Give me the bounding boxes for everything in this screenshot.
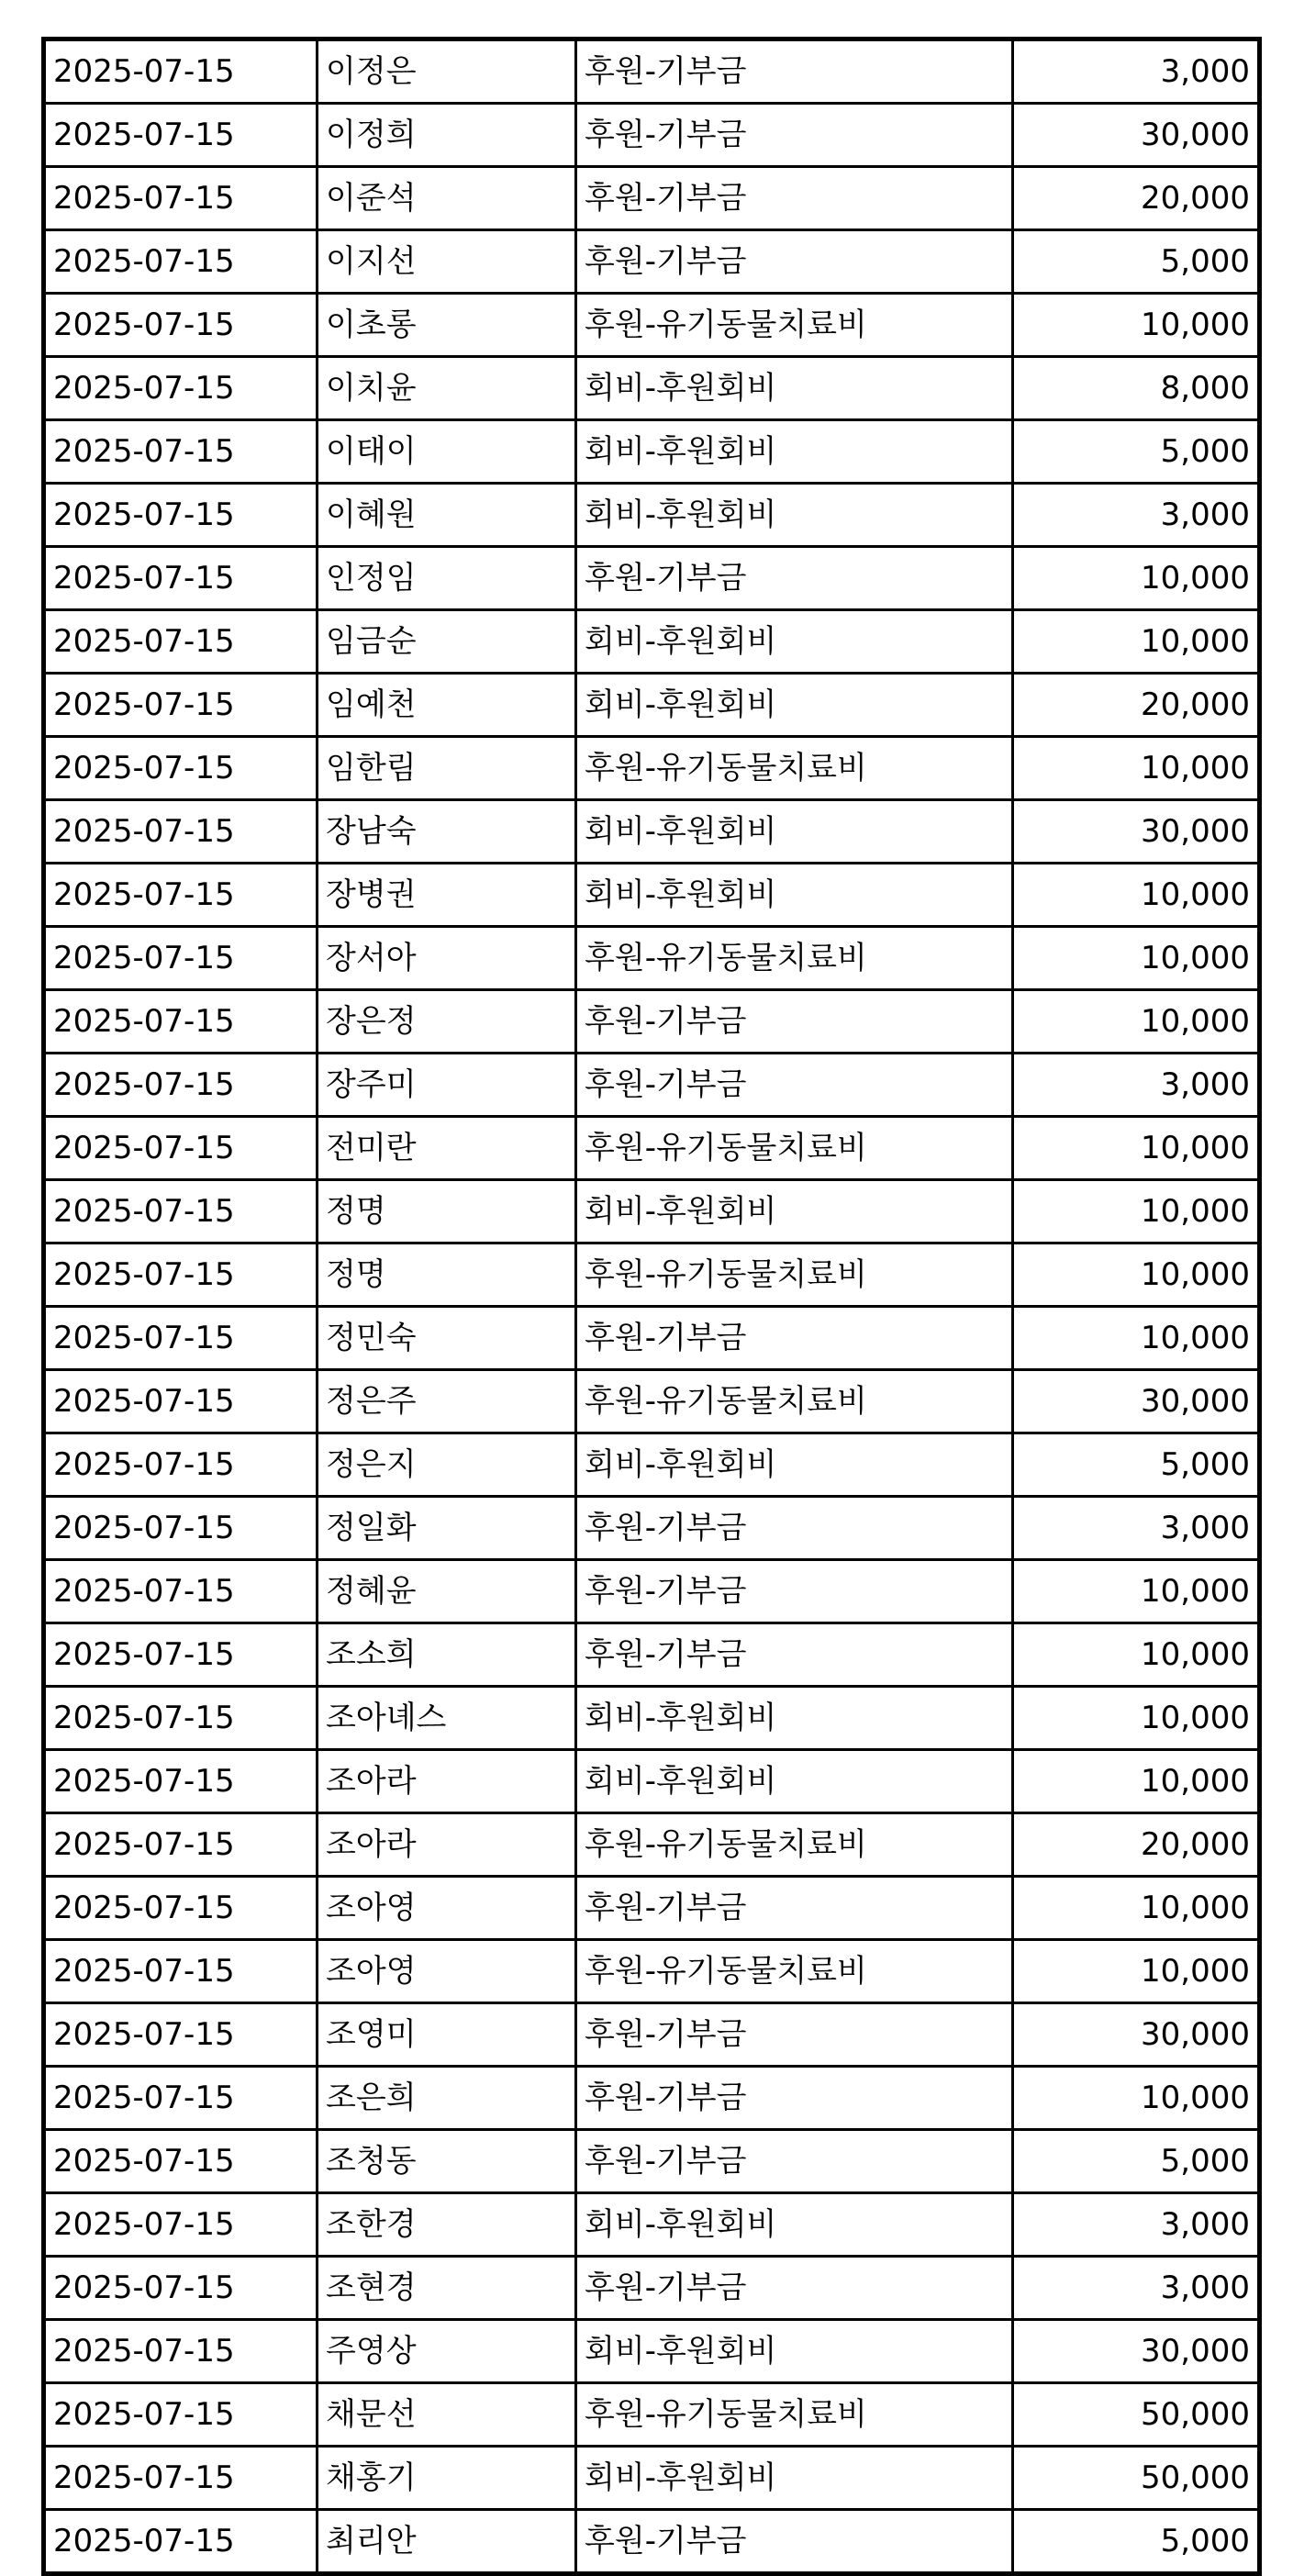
date-cell: 2025-07-15 — [44, 167, 318, 230]
table-row — [44, 2510, 1260, 2574]
amount-cell: 10,000 — [1013, 1623, 1260, 1687]
table-row — [44, 484, 1260, 547]
date-cell: 2025-07-15 — [44, 2447, 318, 2510]
date-cell: 2025-07-15 — [44, 864, 318, 927]
amount-cell: 10,000 — [1013, 1687, 1260, 1750]
table-row — [44, 990, 1260, 1054]
name-cell: 조청동 — [318, 2130, 576, 2193]
category-cell: 후원-유기동물치료비 — [576, 1940, 1013, 2003]
amount-cell: 10,000 — [1013, 1940, 1260, 2003]
table-row — [44, 167, 1260, 230]
amount-cell: 10,000 — [1013, 1243, 1260, 1307]
amount-cell: 3,000 — [1013, 1054, 1260, 1117]
category-cell: 회비-후원회비 — [576, 864, 1013, 927]
category-cell: 회비-후원회비 — [576, 2320, 1013, 2383]
name-cell: 임예천 — [318, 674, 576, 737]
table-row — [44, 2130, 1260, 2193]
amount-cell: 30,000 — [1013, 2003, 1260, 2067]
category-cell: 회비-후원회비 — [576, 1433, 1013, 1497]
name-cell: 임한림 — [318, 737, 576, 800]
date-cell: 2025-07-15 — [44, 2257, 318, 2320]
date-cell: 2025-07-15 — [44, 1054, 318, 1117]
date-cell: 2025-07-15 — [44, 1560, 318, 1623]
name-cell: 정일화 — [318, 1497, 576, 1560]
name-cell: 조아녜스 — [318, 1687, 576, 1750]
category-cell: 후원-유기동물치료비 — [576, 927, 1013, 990]
date-cell: 2025-07-15 — [44, 1307, 318, 1370]
category-cell: 후원-기부금 — [576, 2510, 1013, 2574]
table-row — [44, 610, 1260, 674]
category-cell: 회비-후원회비 — [576, 420, 1013, 484]
date-cell: 2025-07-15 — [44, 420, 318, 484]
category-cell: 회비-후원회비 — [576, 1687, 1013, 1750]
date-cell: 2025-07-15 — [44, 1877, 318, 1940]
date-cell: 2025-07-15 — [44, 610, 318, 674]
category-cell: 회비-후원회비 — [576, 610, 1013, 674]
table-row — [44, 674, 1260, 737]
name-cell: 조아라 — [318, 1813, 576, 1877]
table-row — [44, 547, 1260, 610]
table-row — [44, 2003, 1260, 2067]
table-row — [44, 2067, 1260, 2130]
date-cell: 2025-07-15 — [44, 230, 318, 294]
date-cell: 2025-07-15 — [44, 1243, 318, 1307]
amount-cell: 30,000 — [1013, 2320, 1260, 2383]
amount-cell: 50,000 — [1013, 2447, 1260, 2510]
name-cell: 조영미 — [318, 2003, 576, 2067]
date-cell: 2025-07-15 — [44, 927, 318, 990]
name-cell: 장서아 — [318, 927, 576, 990]
category-cell: 후원-유기동물치료비 — [576, 1117, 1013, 1180]
amount-cell: 10,000 — [1013, 1117, 1260, 1180]
date-cell: 2025-07-15 — [44, 674, 318, 737]
name-cell: 최리안 — [318, 2510, 576, 2574]
date-cell: 2025-07-15 — [44, 2320, 318, 2383]
date-cell: 2025-07-15 — [44, 1433, 318, 1497]
name-cell: 조소희 — [318, 1623, 576, 1687]
category-cell: 후원-기부금 — [576, 1560, 1013, 1623]
table-row — [44, 420, 1260, 484]
amount-cell: 5,000 — [1013, 2510, 1260, 2574]
table-row — [44, 737, 1260, 800]
amount-cell: 3,000 — [1013, 2193, 1260, 2257]
amount-cell: 3,000 — [1013, 2257, 1260, 2320]
category-cell: 회비-후원회비 — [576, 2447, 1013, 2510]
amount-cell: 5,000 — [1013, 420, 1260, 484]
amount-cell: 10,000 — [1013, 2067, 1260, 2130]
category-cell: 후원-기부금 — [576, 1623, 1013, 1687]
amount-cell: 3,000 — [1013, 39, 1260, 104]
table-row — [44, 1307, 1260, 1370]
table-row — [44, 1433, 1260, 1497]
category-cell: 후원-유기동물치료비 — [576, 2383, 1013, 2447]
table-row — [44, 1117, 1260, 1180]
date-cell: 2025-07-15 — [44, 1687, 318, 1750]
table-row — [44, 1813, 1260, 1877]
table-row — [44, 2447, 1260, 2510]
category-cell: 후원-기부금 — [576, 1497, 1013, 1560]
table-row — [44, 2257, 1260, 2320]
date-cell: 2025-07-15 — [44, 104, 318, 167]
date-cell: 2025-07-15 — [44, 547, 318, 610]
table-row — [44, 1877, 1260, 1940]
table-row — [44, 230, 1260, 294]
name-cell: 장주미 — [318, 1054, 576, 1117]
category-cell: 후원-기부금 — [576, 990, 1013, 1054]
name-cell: 이태이 — [318, 420, 576, 484]
table-row — [44, 2383, 1260, 2447]
amount-cell: 10,000 — [1013, 1750, 1260, 1813]
category-cell: 후원-기부금 — [576, 547, 1013, 610]
table-row — [44, 864, 1260, 927]
date-cell: 2025-07-15 — [44, 2510, 318, 2574]
category-cell: 회비-후원회비 — [576, 2193, 1013, 2257]
amount-cell: 50,000 — [1013, 2383, 1260, 2447]
date-cell: 2025-07-15 — [44, 39, 318, 104]
table-row — [44, 1180, 1260, 1243]
table-row — [44, 104, 1260, 167]
amount-cell: 20,000 — [1013, 1813, 1260, 1877]
table-row — [44, 2320, 1260, 2383]
table-row — [44, 1054, 1260, 1117]
category-cell: 후원-기부금 — [576, 104, 1013, 167]
amount-cell: 10,000 — [1013, 1877, 1260, 1940]
table-row — [44, 1940, 1260, 2003]
name-cell: 이혜원 — [318, 484, 576, 547]
table-row — [44, 1370, 1260, 1433]
name-cell: 임금순 — [318, 610, 576, 674]
date-cell: 2025-07-15 — [44, 2193, 318, 2257]
amount-cell: 5,000 — [1013, 1433, 1260, 1497]
table-row — [44, 1687, 1260, 1750]
name-cell: 조아라 — [318, 1750, 576, 1813]
category-cell: 후원-유기동물치료비 — [576, 1813, 1013, 1877]
name-cell: 주영상 — [318, 2320, 576, 2383]
category-cell: 후원-유기동물치료비 — [576, 737, 1013, 800]
name-cell: 이정희 — [318, 104, 576, 167]
table-row — [44, 357, 1260, 420]
name-cell: 이치윤 — [318, 357, 576, 420]
date-cell: 2025-07-15 — [44, 990, 318, 1054]
category-cell: 후원-기부금 — [576, 167, 1013, 230]
name-cell: 정은주 — [318, 1370, 576, 1433]
amount-cell: 30,000 — [1013, 104, 1260, 167]
amount-cell: 20,000 — [1013, 674, 1260, 737]
name-cell: 정명 — [318, 1243, 576, 1307]
category-cell: 후원-기부금 — [576, 1877, 1013, 1940]
amount-cell: 10,000 — [1013, 864, 1260, 927]
category-cell: 후원-기부금 — [576, 2067, 1013, 2130]
category-cell: 후원-유기동물치료비 — [576, 294, 1013, 357]
table-row — [44, 1560, 1260, 1623]
date-cell: 2025-07-15 — [44, 484, 318, 547]
donation-table — [41, 37, 1262, 2576]
table-row — [44, 1243, 1260, 1307]
name-cell: 조아영 — [318, 1877, 576, 1940]
amount-cell: 10,000 — [1013, 990, 1260, 1054]
category-cell: 후원-기부금 — [576, 230, 1013, 294]
name-cell: 장병권 — [318, 864, 576, 927]
name-cell: 이정은 — [318, 39, 576, 104]
name-cell: 이초롱 — [318, 294, 576, 357]
name-cell: 조한경 — [318, 2193, 576, 2257]
name-cell: 채문선 — [318, 2383, 576, 2447]
name-cell: 정민숙 — [318, 1307, 576, 1370]
table-row — [44, 1623, 1260, 1687]
category-cell: 후원-기부금 — [576, 1307, 1013, 1370]
table-row — [44, 927, 1260, 990]
table-row — [44, 800, 1260, 864]
name-cell: 정명 — [318, 1180, 576, 1243]
table-row — [44, 294, 1260, 357]
name-cell: 이준석 — [318, 167, 576, 230]
amount-cell: 30,000 — [1013, 800, 1260, 864]
donation-table-body — [44, 39, 1260, 2574]
name-cell: 조은희 — [318, 2067, 576, 2130]
amount-cell: 3,000 — [1013, 1497, 1260, 1560]
amount-cell: 10,000 — [1013, 294, 1260, 357]
name-cell: 인정임 — [318, 547, 576, 610]
name-cell: 정혜윤 — [318, 1560, 576, 1623]
amount-cell: 30,000 — [1013, 1370, 1260, 1433]
amount-cell: 10,000 — [1013, 1307, 1260, 1370]
table-row — [44, 39, 1260, 104]
category-cell: 후원-기부금 — [576, 2003, 1013, 2067]
category-cell: 후원-유기동물치료비 — [576, 1243, 1013, 1307]
category-cell: 후원-기부금 — [576, 1054, 1013, 1117]
amount-cell: 20,000 — [1013, 167, 1260, 230]
name-cell: 이지선 — [318, 230, 576, 294]
amount-cell: 3,000 — [1013, 484, 1260, 547]
amount-cell: 10,000 — [1013, 610, 1260, 674]
date-cell: 2025-07-15 — [44, 2130, 318, 2193]
name-cell: 정은지 — [318, 1433, 576, 1497]
table-row — [44, 2193, 1260, 2257]
date-cell: 2025-07-15 — [44, 1940, 318, 2003]
category-cell: 후원-유기동물치료비 — [576, 1370, 1013, 1433]
category-cell: 회비-후원회비 — [576, 674, 1013, 737]
category-cell: 회비-후원회비 — [576, 800, 1013, 864]
name-cell: 조아영 — [318, 1940, 576, 2003]
category-cell: 후원-기부금 — [576, 2130, 1013, 2193]
date-cell: 2025-07-15 — [44, 294, 318, 357]
date-cell: 2025-07-15 — [44, 357, 318, 420]
name-cell: 조현경 — [318, 2257, 576, 2320]
date-cell: 2025-07-15 — [44, 1180, 318, 1243]
date-cell: 2025-07-15 — [44, 2067, 318, 2130]
amount-cell: 10,000 — [1013, 737, 1260, 800]
date-cell: 2025-07-15 — [44, 1117, 318, 1180]
table-row — [44, 1750, 1260, 1813]
amount-cell: 5,000 — [1013, 2130, 1260, 2193]
category-cell: 회비-후원회비 — [576, 1750, 1013, 1813]
date-cell: 2025-07-15 — [44, 1623, 318, 1687]
amount-cell: 10,000 — [1013, 927, 1260, 990]
name-cell: 장남숙 — [318, 800, 576, 864]
amount-cell: 10,000 — [1013, 547, 1260, 610]
category-cell: 후원-기부금 — [576, 2257, 1013, 2320]
date-cell: 2025-07-15 — [44, 2383, 318, 2447]
table-row — [44, 1497, 1260, 1560]
category-cell: 후원-기부금 — [576, 39, 1013, 104]
name-cell: 전미란 — [318, 1117, 576, 1180]
name-cell: 장은정 — [318, 990, 576, 1054]
category-cell: 회비-후원회비 — [576, 484, 1013, 547]
date-cell: 2025-07-15 — [44, 1813, 318, 1877]
amount-cell: 8,000 — [1013, 357, 1260, 420]
category-cell: 회비-후원회비 — [576, 1180, 1013, 1243]
name-cell: 채홍기 — [318, 2447, 576, 2510]
date-cell: 2025-07-15 — [44, 800, 318, 864]
category-cell: 회비-후원회비 — [576, 357, 1013, 420]
date-cell: 2025-07-15 — [44, 2003, 318, 2067]
date-cell: 2025-07-15 — [44, 1370, 318, 1433]
amount-cell: 10,000 — [1013, 1180, 1260, 1243]
date-cell: 2025-07-15 — [44, 1497, 318, 1560]
date-cell: 2025-07-15 — [44, 1750, 318, 1813]
amount-cell: 5,000 — [1013, 230, 1260, 294]
amount-cell: 10,000 — [1013, 1560, 1260, 1623]
date-cell: 2025-07-15 — [44, 737, 318, 800]
